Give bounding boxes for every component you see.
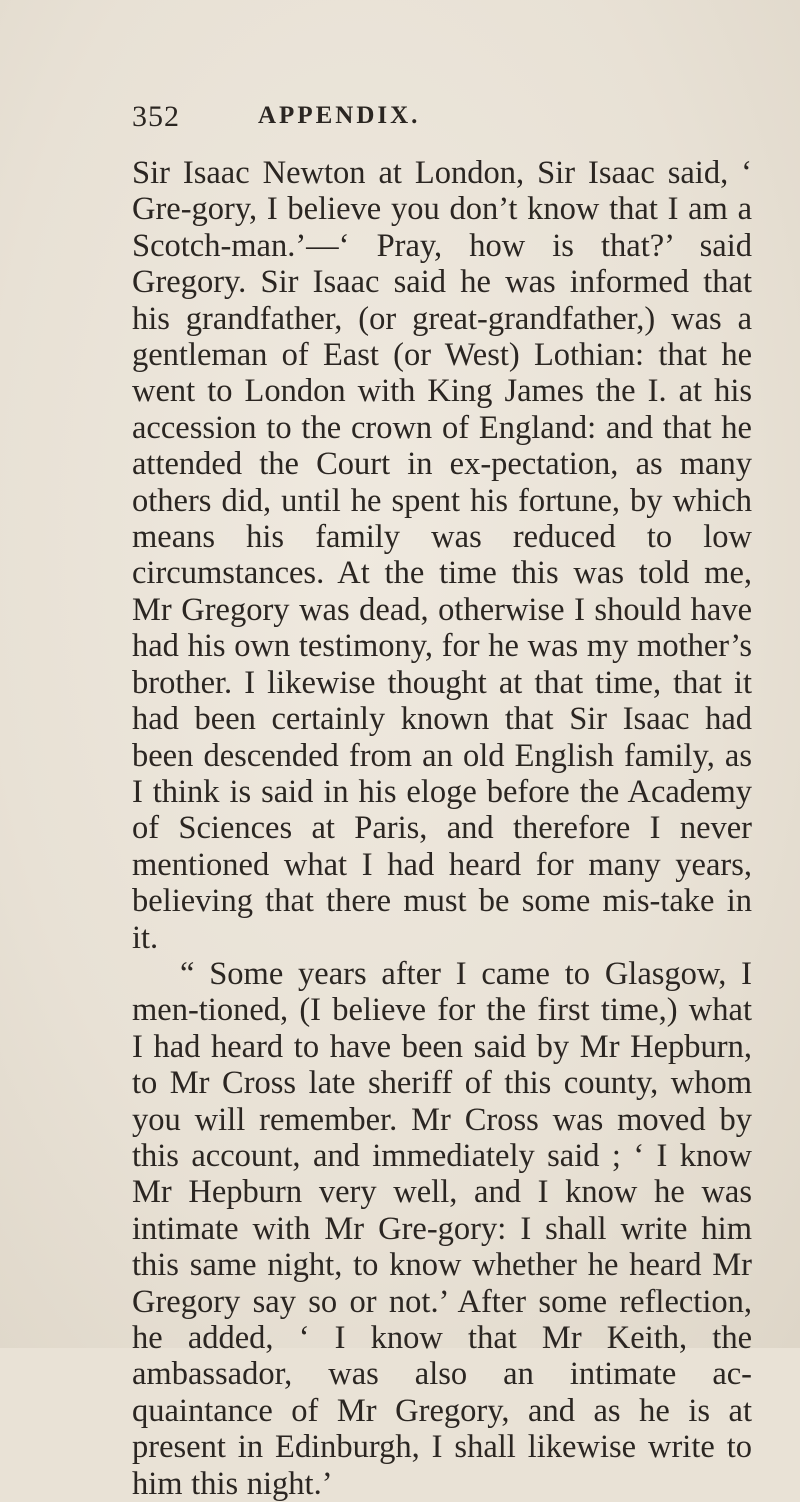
running-head-title: APPENDIX. <box>258 102 421 129</box>
paragraph: “ Some years after I came to Glasgow, I men-tioned, (I believe for the first time,) what I had heard to have been said by Mr Hepburn, to Mr Cross late sheriff of this county, whom you will remember. Mr Cross was moved by this account, and immediately said ; ‘ I know Mr Hepburn very well, and I know he was intimate with Mr Gre-gory: I shall write him this same night, to know whether he heard Mr Gregory say so or not.’ After some reflection, he added, ‘ I know that Mr Keith, the ambassador, was also an intimate ac-quaintance of Mr Gregory, and as he is at present in Edinburgh, I shall likewise write to him this night.’ <box>132 955 752 1502</box>
page-number: 352 <box>132 100 180 133</box>
running-head <box>132 100 732 140</box>
paragraph: Sir Isaac Newton at London, Sir Isaac said, ‘ Gre-gory, I believe you don’t know that I am a Scotch-man.’—‘ Pray, how is that?’ said Gregory. Sir Isaac said he was informed that his grandfather, (or great-grandfather,) was a gentleman of East (or West) Lothian: that he went to London with King James the I. at his accession to the crown of England: and that he attended the Court in ex-pectation, as many others did, until he spent his fortune, by which means his family was reduced to low circumstances. At the time this was told me, Mr Gregory was dead, otherwise I should have had his own testimony, for he was my mother’s brother. I likewise thought at that time, that it had been certainly known that Sir Isaac had been descended from an old English family, as I think is said in his eloge before the Academy of Sciences at Paris, and therefore I never mentioned what I had heard for many years, believing that there must be some mis-take in it. <box>132 155 752 956</box>
body-text <box>132 155 752 1502</box>
